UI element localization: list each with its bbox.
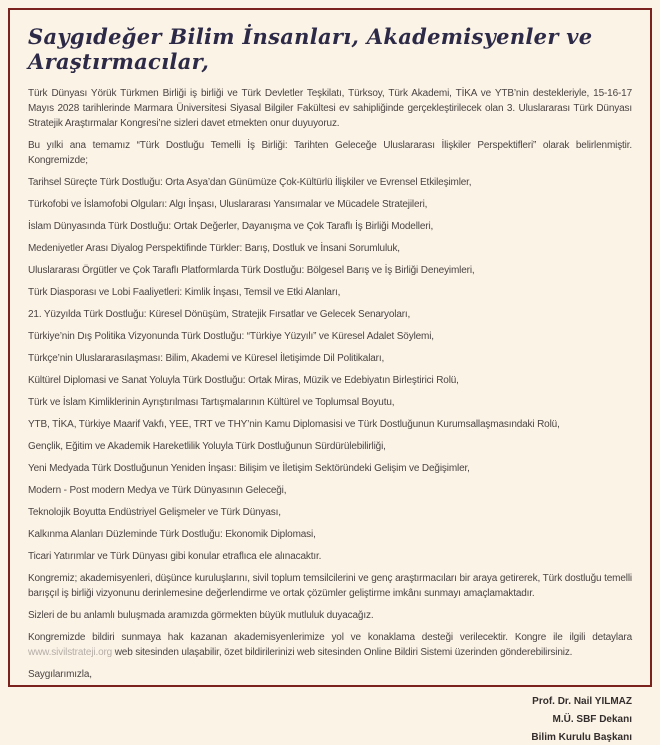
- topic-line: Türk Diasporası ve Lobi Faaliyetleri: Kimlik İnşası, Temsil ve Etki Alanları,: [28, 285, 632, 300]
- topic-line: Modern - Post modern Medya ve Türk Dünyasının Geleceği,: [28, 483, 632, 498]
- website-pre-text: Kongremizde bildiri sunmaya hak kazanan akademisyenlerimize yol ve konaklama desteği verilecektir. Kongre ile ilgili detaylara: [28, 632, 632, 643]
- website-link[interactable]: www.sivilstrateji.org: [28, 647, 112, 658]
- topic-line: Uluslararası Örgütler ve Çok Taraflı Platformlarda Türk Dostluğu: Bölgesel Barış ve İş Birliği Deneyimleri,: [28, 263, 632, 278]
- topic-line: Türkofobi ve İslamofobi Olguları: Algı İnşası, Uluslararası Yansımalar ve Mücadele Stratejileri,: [28, 197, 632, 212]
- topic-line: YTB, TİKA, Türkiye Maarif Vakfı, YEE, TRT ve THY’nin Kamu Diplomasisi ve Türk Dostluğunun Kurumsallaşmasındaki Rolü,: [28, 417, 632, 432]
- signature-name: Prof. Dr. Nail YILMAZ: [28, 694, 632, 709]
- signature-role-science-board: Bilim Kurulu Başkanı: [28, 730, 632, 745]
- signature-block: [28, 694, 632, 745]
- intro-paragraph: Türk Dünyası Yörük Türkmen Birliği iş birliği ve Türk Devletler Teşkilatı, Türksoy, Türk Akademi, TİKA ve YTB’nin destekleriyle, 15-16-17 Mayıs 2028 tarihlerinde Marmara Üniversitesi Siyasal Bilgiler Fakültesi ev sahipliğinde gerçekleştirilecek olan 3. Uluslararası Türk Dünyası Stratejik Araştırmalar Kongresi’ne sizleri davet etmekten onur duyuyoruz.: [28, 86, 632, 131]
- website-paragraph: [28, 630, 632, 660]
- topic-line: Teknolojik Boyutta Endüstriyel Gelişmeler ve Türk Dünyası,: [28, 505, 632, 520]
- topic-line: Medeniyetler Arası Diyalog Perspektifinde Türkler: Barış, Dostluk ve İnsani Sorumluluk,: [28, 241, 632, 256]
- website-post-text: web sitesinden ulaşabilir, özet bildirilerinizi web sitesinden Online Bildiri Sistemi üzerinden gönderebilirsiniz.: [112, 647, 572, 658]
- topic-line: Türkçe’nin Uluslararasılaşması: Bilim, Akademi ve Küresel İletişimde Dil Politikaları,: [28, 351, 632, 366]
- signature-role-dean: M.Ü. SBF Dekanı: [28, 712, 632, 727]
- topics-list: [28, 175, 632, 564]
- topic-line: 21. Yüzyılda Türk Dostluğu: Küresel Dönüşüm, Stratejik Fırsatlar ve Gelecek Senaryoları,: [28, 307, 632, 322]
- topic-line: Tarihsel Süreçte Türk Dostluğu: Orta Asya’dan Günümüze Çok-Kültürlü İlişkiler ve Evrensel Etkileşimler,: [28, 175, 632, 190]
- topic-line: Kalkınma Alanları Düzleminde Türk Dostluğu: Ekonomik Diplomasi,: [28, 527, 632, 542]
- topic-line: Türk ve İslam Kimliklerinin Ayrıştırılması Tartışmalarının Kültürel ve Toplumsal Boyutu,: [28, 395, 632, 410]
- theme-paragraph: Bu yılki ana temamız “Türk Dostluğu Temelli İş Birliği: Tarihten Geleceğe Uluslararası İlişkiler Perspektifleri” olarak belirlenmiştir. Kongremizde;: [28, 138, 632, 168]
- topic-line: Ticari Yatırımlar ve Türk Dünyası gibi konular etraflıca ele alınacaktır.: [28, 549, 632, 564]
- regards-text: Saygılarımızla,: [28, 667, 632, 682]
- topic-line: Yeni Medyada Türk Dostluğunun Yeniden İnşası: Bilişim ve İletişim Sektöründeki Gelişim ve Değişimler,: [28, 461, 632, 476]
- welcome-paragraph: Sizleri de bu anlamlı buluşmada aramızda görmekten büyük mutluluk duyacağız.: [28, 608, 632, 623]
- topic-line: Gençlik, Eğitim ve Akademik Hareketlilik Yoluyla Türk Dostluğunun Sürdürülebilirliği,: [28, 439, 632, 454]
- invitation-letter-frame: [8, 8, 652, 687]
- topic-line: Türkiye’nin Dış Politika Vizyonunda Türk Dostluğu: “Türkiye Yüzyılı” ve Küresel Adalet Söylemi,: [28, 329, 632, 344]
- aim-paragraph: Kongremiz; akademisyenleri, düşünce kuruluşlarını, sivil toplum temsilcilerini ve genç araştırmacıları bir araya getirerek, Türk dostluğu temelli barışçıl iş birliği vizyonunu derinlemesine değerlendirme ve ortak çözümler geliştirme imkânı sunmayı amaçlamaktadır.: [28, 571, 632, 601]
- page-title: Saygıdeğer Bilim İnsanları, Akademisyenler ve Araştırmacılar,: [28, 24, 632, 74]
- topic-line: Kültürel Diplomasi ve Sanat Yoluyla Türk Dostluğu: Ortak Miras, Müzik ve Edebiyatın Birleştirici Rolü,: [28, 373, 632, 388]
- topic-line: İslam Dünyasında Türk Dostluğu: Ortak Değerler, Dayanışma ve Çok Taraflı İş Birliği Modelleri,: [28, 219, 632, 234]
